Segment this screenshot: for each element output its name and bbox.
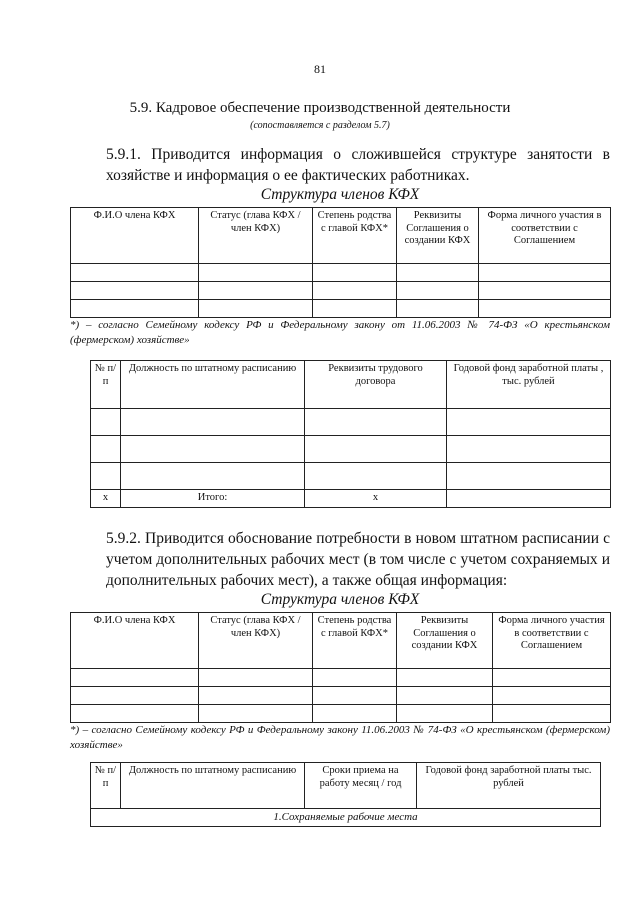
header-wage-fund: Годовой фонд заработной платы , тыс. рублей: [447, 361, 611, 409]
total-label: Итого:: [121, 490, 305, 508]
header-position: Должность по штатному расписанию: [121, 763, 305, 809]
table-row: [71, 282, 611, 300]
paragraph-5-9-2: [70, 528, 610, 591]
header-kinship: Степень родства с главой КФХ*: [313, 208, 397, 264]
table-caption: Структура членов КФХ: [260, 591, 420, 608]
header-number: № п/п: [91, 361, 121, 409]
footnote: *) – согласно Семейному кодексу РФ и Федеральному закону от 11.06.2003 № 74-ФЗ «О крестьянском (фермерском) хозяйстве»: [70, 319, 610, 346]
total-fund: [447, 490, 611, 508]
table-row: [71, 687, 611, 705]
table-row: [91, 463, 611, 490]
table-row: [71, 264, 611, 282]
total-row: [91, 490, 611, 508]
new-staff-table: [90, 762, 601, 827]
header-contract: Реквизиты трудового договора: [305, 361, 447, 409]
header-agreement: Реквизиты Соглашения о создании КФХ: [397, 613, 493, 669]
header-number: № п/п: [91, 763, 121, 809]
paragraph-text: 5.9.1. Приводится информация о сложившейся структуре занятости в хозяйстве и информация о ее фактических работниках.: [106, 146, 610, 184]
paragraph-text: 5.9.2. Приводится обоснование потребности в новом штатном расписании с учетом дополнительных рабочих мест (в том числе с учетом сохраняемых и дополнительных рабочих мест), а также общая информация:: [106, 530, 610, 589]
header-status: Статус (глава КФХ / член КФХ): [199, 208, 313, 264]
paragraph-5-9-1: [70, 144, 610, 186]
table-row: [91, 409, 611, 436]
footnote: *) – согласно Семейному кодексу РФ и Федеральному закону 11.06.2003 № 74-ФЗ «О крестьянском (фермерском) хозяйстве»: [70, 724, 610, 751]
section-subtitle: (сопоставляется с разделом 5.7): [250, 120, 390, 131]
kfh-members-table: [70, 207, 611, 318]
header-fio: Ф.И.О члена КФХ: [71, 208, 199, 264]
section-title: 5.9. Кадровое обеспечение производственной деятельности: [129, 100, 511, 116]
header-wage-fund: Годовой фонд заработной платы тыс. рублей: [417, 763, 601, 809]
page-number: 81: [314, 62, 326, 76]
table-row: [71, 669, 611, 687]
total-number: х: [91, 490, 121, 508]
header-agreement: Реквизиты Соглашения о создании КФХ: [397, 208, 479, 264]
header-kinship: Степень родства с главой КФХ*: [313, 613, 397, 669]
header-position: Должность по штатному расписанию: [121, 361, 305, 409]
kfh-members-table-2: [70, 612, 611, 723]
table-row: [71, 300, 611, 318]
header-status: Статус (глава КФХ / член КФХ): [199, 613, 313, 669]
staff-table: [90, 360, 611, 508]
table-row: [91, 436, 611, 463]
header-fio: Ф.И.О члена КФХ: [71, 613, 199, 669]
table-caption: Структура членов КФХ: [260, 186, 420, 203]
section-row-retained-jobs: 1.Сохраняемые рабочие места: [91, 809, 601, 827]
header-participation: Форма личного участия в соответствии с Соглашением: [493, 613, 611, 669]
header-participation: Форма личного участия в соответствии с Соглашением: [479, 208, 611, 264]
total-contract: х: [305, 490, 447, 508]
table-row: [71, 705, 611, 723]
header-hire-dates: Сроки приема на работу месяц / год: [305, 763, 417, 809]
